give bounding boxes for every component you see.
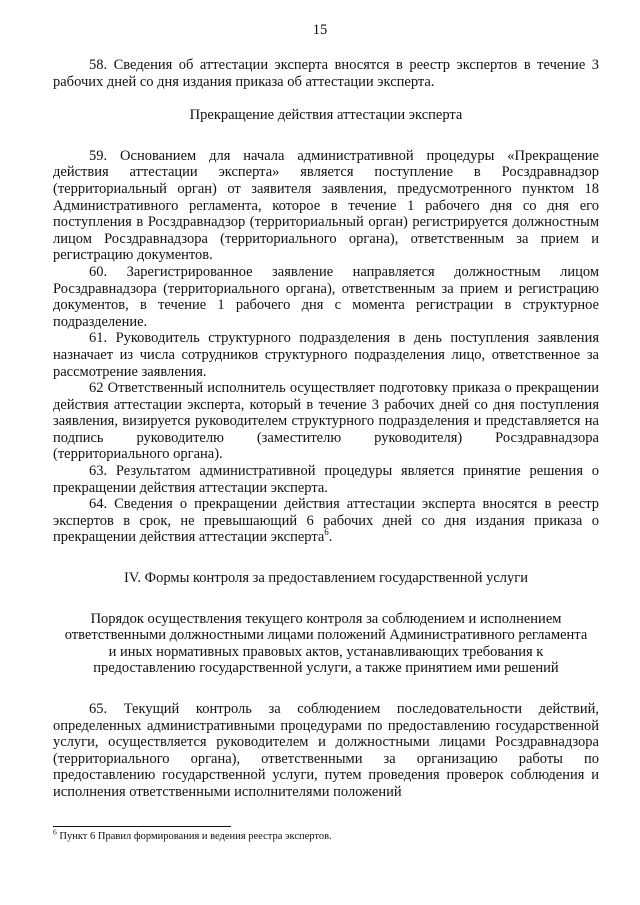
paragraph-64: 64. Сведения о прекращении действия аттестации эксперта вносятся в реестр экспертов в срок, не превышающий 6 рабочих дней со дня издания приказа о прекращении действия аттестации эксперта$^6$.	[53, 496, 599, 546]
subsection-heading-line: Порядок осуществления текущего контроля за соблюдением и исполнением	[90, 610, 562, 627]
paragraph-58: 58. Сведения об аттестации эксперта вносятся в реестр экспертов в течение 3 рабочих дней со дня издания приказа об аттестации эксперта.	[53, 57, 599, 90]
paragraph-61: 61. Руководитель структурного подразделения в день поступления заявления назначает из числа сотрудников структурного подразделения лицо, ответственное за рассмотрение заявления.	[53, 330, 599, 380]
footnote-mark: 6	[53, 827, 57, 837]
subsection-heading-line: ответственными должностными лицами положений Административного регламента	[64, 627, 588, 644]
page-number: 15	[312, 22, 328, 38]
subsection-heading-line: и иных нормативных правовых актов, устанавливающих требования к	[108, 643, 544, 660]
footnote-reference: 6	[324, 527, 329, 538]
paragraph-63: 63. Результатом административной процедуры является принятие решения о прекращении действия аттестации эксперта.	[53, 463, 599, 496]
subsection-heading-line: предоставлению государственной услуги, а также принятием ими решений	[93, 660, 559, 677]
chapter-heading-iv: IV. Формы контроля за предоставлением государственной услуги	[124, 570, 528, 587]
footnote-divider	[53, 826, 231, 827]
paragraph-62: 62 Ответственный исполнитель осуществляет подготовку приказа о прекращении действия аттестации эксперта, который в течение 3 рабочих дней со дня поступления заявления, визируется руководителем структурного подразделения и представляется на подпись руководителю (заместителю руководителя) Росздравнадзора (территориального органа).	[53, 380, 599, 463]
paragraph-64-text: 64. Сведения о прекращении действия аттестации эксперта вносятся в реестр экспертов в срок, не превышающий 6 рабочих дней со дня издания приказа о прекращении действия аттестации эксперта	[53, 496, 599, 546]
paragraph-65: 65. Текущий контроль за соблюдением последовательности действий, определенных административными процедурами по предоставлению государственной услуги, осуществляется руководителем и должностными лицами Росздравнадзора (территориального органа), ответственными за организацию работы по предоставлению государственной услуги, путем проведения проверок соблюдения и исполнения ответственными исполнителями положений	[53, 701, 599, 800]
footnote	[53, 827, 599, 843]
paragraph-59: 59. Основанием для начала административной процедуры «Прекращение действия аттестации эксперта» является поступление в Росздравнадзор (территориальный орган) от заявителя заявления, предусмотренного пунктом 18 Административного регламента, которое в течение 1 рабочего дня со дня его поступления в Росздравнадзор (территориальный орган) регистрируется должностным лицом Росздравнадзора (территориального органа), ответственным за прием и регистрацию документов.	[53, 147, 599, 264]
page-body	[53, 57, 599, 801]
section-heading-termination: Прекращение действия аттестации эксперта	[189, 107, 463, 124]
subsection-heading-control	[53, 611, 599, 677]
paragraph-60: 60. Зарегистрированное заявление направляется должностным лицом Росздравнадзора (территориального органа), ответственным за прием и регистрацию документов, в течение 1 рабочего дня с момента регистрации в структурное подразделение.	[53, 263, 599, 330]
footnote-text: Пункт 6 Правил формирования и ведения реестра экспертов.	[56, 831, 332, 842]
